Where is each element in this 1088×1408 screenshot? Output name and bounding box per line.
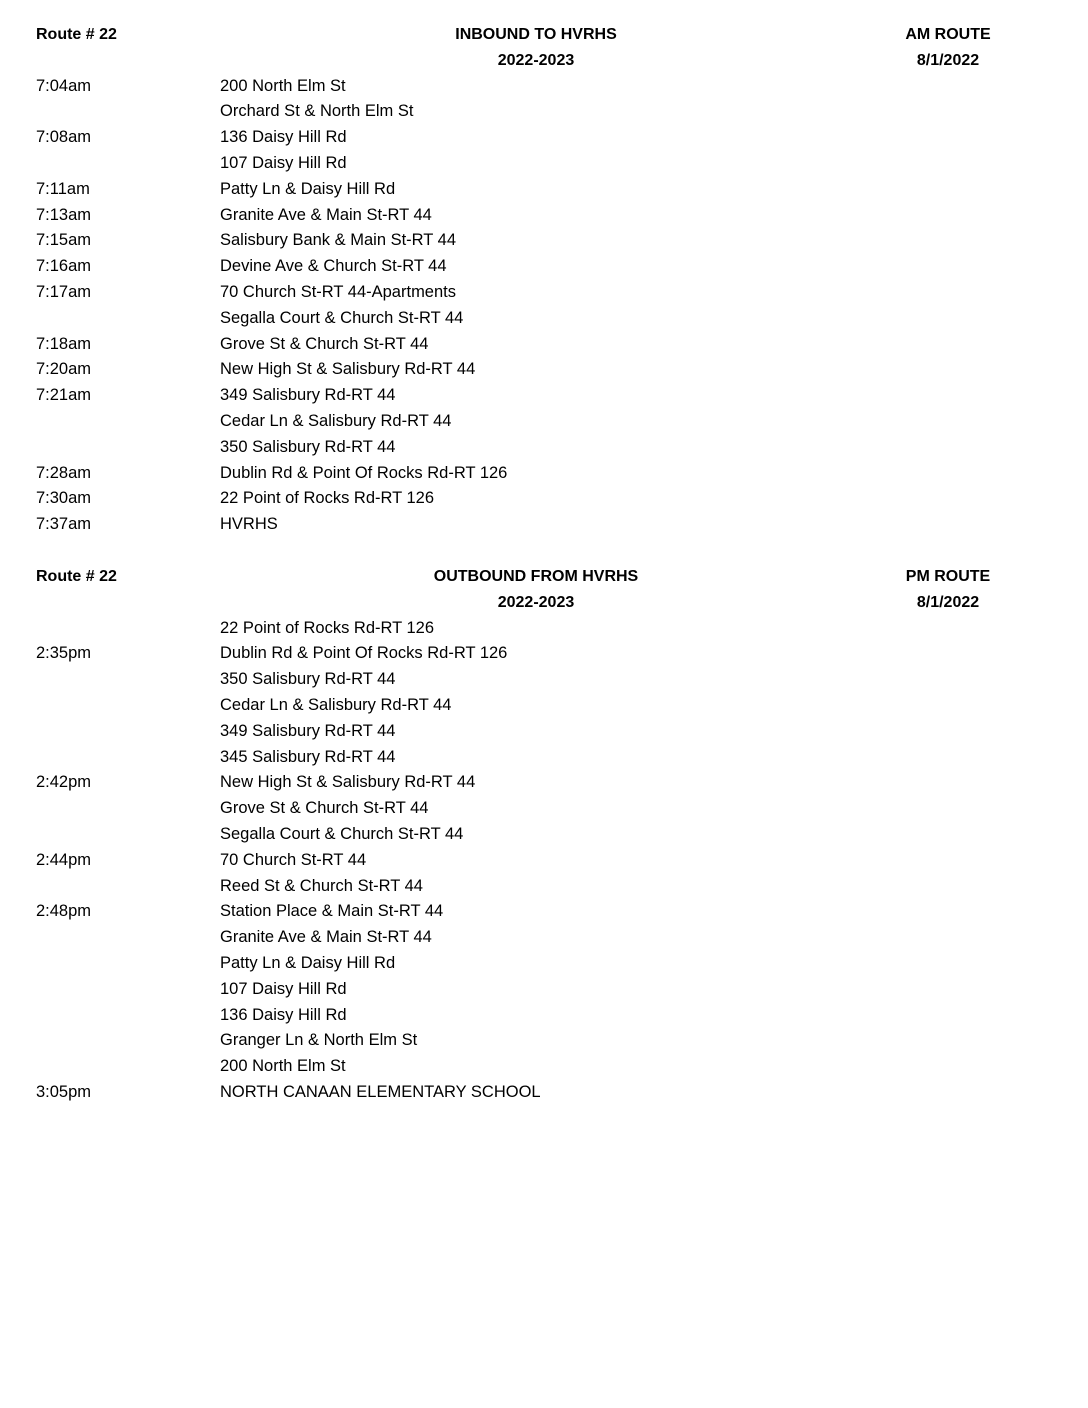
stop-time: 7:11am <box>36 179 90 198</box>
stop-address: Salisbury Bank & Main St-RT 44 <box>220 231 456 250</box>
stop-address: 200 North Elm St <box>220 76 346 95</box>
inbound-header-row-1 <box>0 22 1088 48</box>
inbound-route-number: Route # 22 <box>36 26 117 43</box>
stop-row <box>0 951 1088 977</box>
stop-address: 70 Church St-RT 44 <box>220 850 367 869</box>
stop-address: 345 Salisbury Rd-RT 44 <box>220 747 396 766</box>
stop-time: 7:30am <box>36 489 92 508</box>
stop-address: HVRHS <box>220 515 278 534</box>
stop-address: 22 Point of Rocks Rd-RT 126 <box>220 618 435 637</box>
stop-row <box>0 745 1088 771</box>
stop-row <box>0 99 1088 125</box>
stop-row <box>0 719 1088 745</box>
stop-row <box>0 125 1088 151</box>
stop-row <box>0 796 1088 822</box>
outbound-route-number: Route # 22 <box>36 568 117 585</box>
stop-address: 349 Salisbury Rd-RT 44 <box>220 721 396 740</box>
outbound-section <box>0 564 1088 1106</box>
stop-time: 7:13am <box>36 205 92 224</box>
stop-row <box>0 228 1088 254</box>
stop-row <box>0 770 1088 796</box>
stop-row <box>0 616 1088 642</box>
stop-row <box>0 512 1088 538</box>
stop-row <box>0 667 1088 693</box>
stop-row <box>0 306 1088 332</box>
stop-address: Dublin Rd & Point Of Rocks Rd-RT 126 <box>220 644 508 663</box>
outbound-year: 2022-2023 <box>497 593 575 611</box>
stop-row <box>0 874 1088 900</box>
stop-address: Segalla Court & Church St-RT 44 <box>220 308 464 327</box>
stop-address: 22 Point of Rocks Rd-RT 126 <box>220 489 435 508</box>
stop-row <box>0 925 1088 951</box>
inbound-year: 2022-2023 <box>497 51 575 69</box>
stop-address: Granite Ave & Main St-RT 44 <box>220 205 432 224</box>
stop-address: 349 Salisbury Rd-RT 44 <box>220 386 396 405</box>
stop-row <box>0 383 1088 409</box>
stop-row <box>0 203 1088 229</box>
stop-row <box>0 177 1088 203</box>
stop-row <box>0 1028 1088 1054</box>
stop-address: New High St & Salisbury Rd-RT 44 <box>220 773 476 792</box>
stop-address: 70 Church St-RT 44-Apartments <box>220 282 456 301</box>
stop-row <box>0 693 1088 719</box>
stop-time: 7:20am <box>36 360 92 379</box>
stop-address: Grove St & Church St-RT 44 <box>220 799 429 818</box>
stop-row <box>0 822 1088 848</box>
stop-address: New High St & Salisbury Rd-RT 44 <box>220 360 476 379</box>
stop-time: 3:05pm <box>36 1082 92 1101</box>
stop-row <box>0 848 1088 874</box>
stop-address: 136 Daisy Hill Rd <box>220 1005 347 1024</box>
stop-row <box>0 486 1088 512</box>
stop-address: Granite Ave & Main St-RT 44 <box>220 928 432 947</box>
stop-address: Devine Ave & Church St-RT 44 <box>220 257 447 276</box>
stop-address: 350 Salisbury Rd-RT 44 <box>220 437 396 456</box>
outbound-date: 8/1/2022 <box>916 593 980 611</box>
outbound-stop-list <box>0 616 1088 1106</box>
stop-time: 7:37am <box>36 515 92 534</box>
stop-address: 200 North Elm St <box>220 1057 346 1076</box>
stop-time: 7:21am <box>36 386 92 405</box>
inbound-stop-list <box>0 74 1088 538</box>
stop-row <box>0 641 1088 667</box>
stop-address: NORTH CANAAN ELEMENTARY SCHOOL <box>220 1082 541 1101</box>
inbound-period: AM ROUTE <box>905 26 991 43</box>
outbound-header-row-1 <box>0 564 1088 590</box>
stop-address: Patty Ln & Daisy Hill Rd <box>220 179 396 198</box>
stop-address: Granger Ln & North Elm St <box>220 1031 418 1050</box>
stop-row <box>0 332 1088 358</box>
stop-row <box>0 899 1088 925</box>
stop-time: 7:16am <box>36 257 92 276</box>
stop-address: 107 Daisy Hill Rd <box>220 153 347 172</box>
stop-address: Segalla Court & Church St-RT 44 <box>220 824 464 843</box>
stop-address: 350 Salisbury Rd-RT 44 <box>220 670 396 689</box>
inbound-date: 8/1/2022 <box>916 51 980 69</box>
stop-row <box>0 1054 1088 1080</box>
stop-row <box>0 409 1088 435</box>
stop-time: 2:42pm <box>36 773 92 792</box>
stop-row <box>0 1003 1088 1029</box>
stop-row <box>0 461 1088 487</box>
stop-row <box>0 280 1088 306</box>
stop-time: 7:17am <box>36 282 92 301</box>
stop-row <box>0 435 1088 461</box>
stop-address: Grove St & Church St-RT 44 <box>220 334 429 353</box>
stop-address: Patty Ln & Daisy Hill Rd <box>220 953 396 972</box>
stop-time: 7:28am <box>36 463 92 482</box>
stop-time: 7:04am <box>36 76 92 95</box>
outbound-header-row-2 <box>0 590 1088 616</box>
stop-row <box>0 1080 1088 1106</box>
stop-row <box>0 151 1088 177</box>
stop-time: 2:35pm <box>36 644 92 663</box>
stop-row <box>0 977 1088 1003</box>
stop-address: Cedar Ln & Salisbury Rd-RT 44 <box>220 411 452 430</box>
stop-time: 2:48pm <box>36 902 92 921</box>
stop-time: 7:08am <box>36 128 92 147</box>
stop-address: Reed St & Church St-RT 44 <box>220 876 423 895</box>
inbound-header-row-2 <box>0 48 1088 74</box>
stop-address: 136 Daisy Hill Rd <box>220 128 347 147</box>
stop-row <box>0 254 1088 280</box>
stop-time: 7:15am <box>36 231 92 250</box>
inbound-section <box>0 22 1088 538</box>
stop-address: Station Place & Main St-RT 44 <box>220 902 444 921</box>
stop-row <box>0 74 1088 100</box>
stop-address: Cedar Ln & Salisbury Rd-RT 44 <box>220 695 452 714</box>
outbound-title: OUTBOUND FROM HVRHS <box>433 568 639 585</box>
stop-address: Orchard St & North Elm St <box>220 102 414 121</box>
stop-row <box>0 357 1088 383</box>
stop-address: 107 Daisy Hill Rd <box>220 979 347 998</box>
stop-time: 2:44pm <box>36 850 92 869</box>
outbound-period: PM ROUTE <box>905 568 991 585</box>
inbound-title: INBOUND TO HVRHS <box>455 26 617 43</box>
stop-time: 7:18am <box>36 334 92 353</box>
stop-address: Dublin Rd & Point Of Rocks Rd-RT 126 <box>220 463 508 482</box>
